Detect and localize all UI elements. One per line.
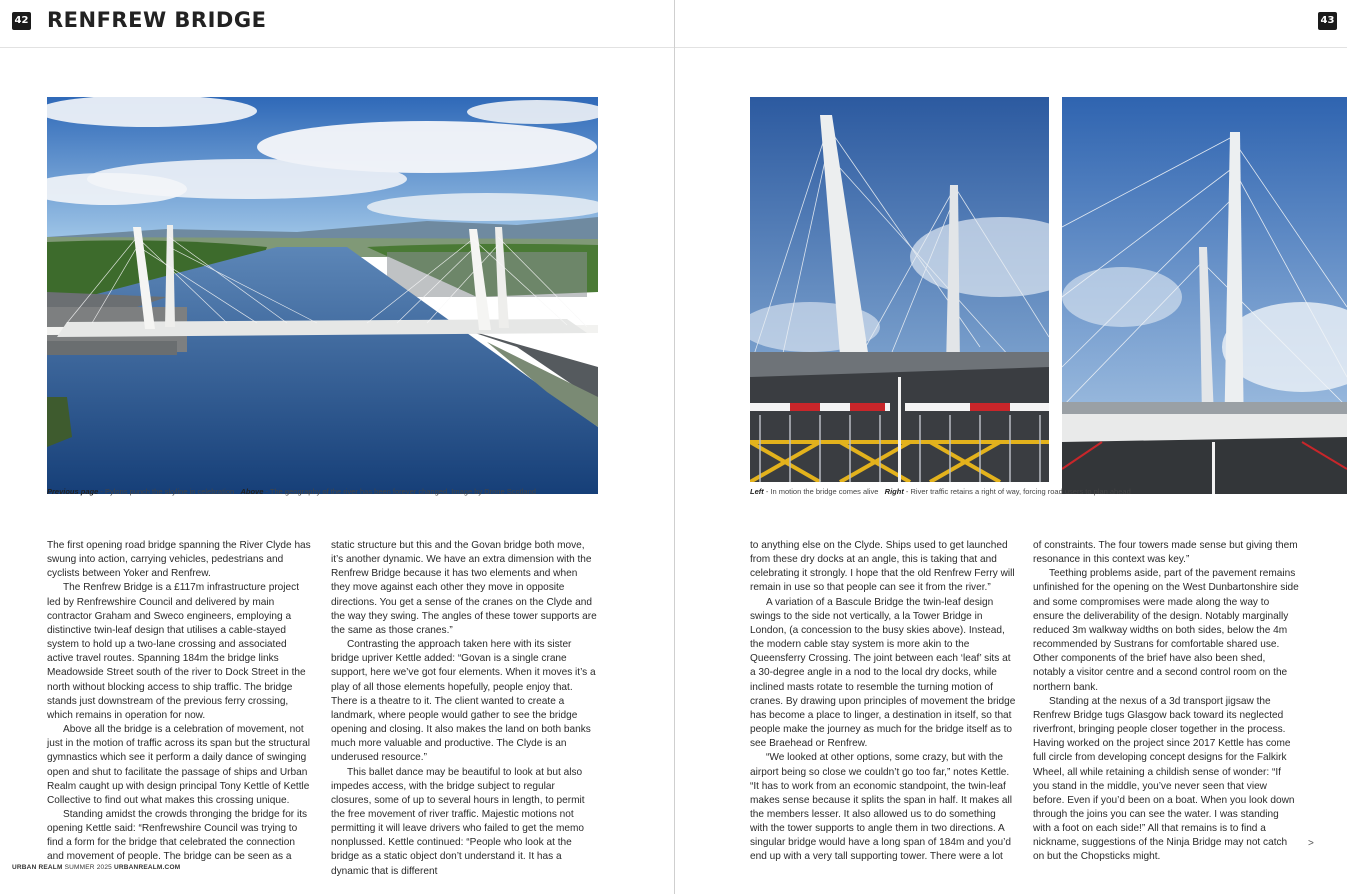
footer-issue: SUMMER 2025 (62, 864, 114, 871)
caption-text-right: - River traffic retains a right of way, forcing road users to plan ahead (903, 487, 1131, 496)
left-page-number: 42 (12, 12, 31, 30)
paragraph: Standing amidst the crowds thronging the bridge for its opening Kettle said: “Renfrewshire Council was trying to find a form for the bridge that celebrated the connection and movement of people. The bridge can be seen as a (47, 808, 308, 863)
right-photo-caption (750, 487, 1131, 496)
paragraph: to anything else on the Clyde. Ships used to get launched from these dry docks at an angle, this is taking that and celebrating it strongly. I hope that the old Renfrew Ferry will remain in use so that people can see it from the river.” (750, 540, 1015, 594)
paragraph: A variation of a Bascule Bridge the twin-leaf design swings to the side not vertically, a la Tower Bridge in London, (a concession to the busy skies above). Instead, the modern cable stay system is more akin to the Queensferry Crossing. The joint between each ‘leaf’ sits at a 30-degree angle in a nod to the local dry docks, while inclined masts rotate to resemble the turning motion of cranes. By drawing upon principles of movement the bridge has become a place to linger, a destination in itself, so that people make the journey as much for the bridge itself as to see Braehead or Renfrew. (750, 596, 1016, 750)
paragraph: This ballet dance may be beautiful to look at but also impedes access, with the bridge subject to regular closures, some of up to several hours in length, to permit the free movement of river traffic. Majestic motions not permitting it will leave drivers who failed to get the memo nonplussed. Kettle continued: “People who look at the bridge as a static object don’t understand it. It has a dynamic that is different (331, 766, 585, 877)
caption-label-right: Right (884, 487, 904, 496)
article-column-1 (47, 539, 313, 865)
bridge-in-motion-photo (750, 97, 1049, 482)
paragraph: Contrasting the approach taken here with its sister bridge upriver Kettle added: “Govan is a single crane support, here we’ve got four elements. When it moves it’s a play of all those elements hopefully, people enjoy that. There is a theatre to it. The client wanted to create a landmark, where people would gather to see the bridge opening and closing. It also makes the land on both banks much more valuable and productive. The Clyde is an underused resource.” (331, 639, 596, 764)
caption-text-previous: - Pylons punch the skyline in celebration (98, 487, 235, 496)
paragraph: Above all the bridge is a celebration of movement, not just in the motion of traffic across its span but the structural gymnastics which see it perform a daily dance of swinging open and shut to facilitate the passage of ships and Urban Realm caught up with design principal Tony Kettle of Kettle Collective to find out what makes this crossing unique. (47, 724, 310, 806)
footer-url: URBANREALM.COM (113, 864, 181, 871)
caption-label-previous: Previous page (47, 487, 99, 496)
article-column-4 (1033, 539, 1299, 865)
paragraph: of constraints. The four towers made sense but giving them resonance in this context was key.” (1033, 540, 1298, 566)
paragraph: The Renfrew Bridge is a £117m infrastructure project led by Renfrewshire Council and delivered by main contractor Graham and Sweco engineers, employing a distinctive twin-leaf design that utilises a cable-stayed system to hold up a two-lane crossing and associated active travel routes. Spanning 184m the bridge links Meadowside Street south of the river to Dock Street in the north without blocking access to ship traffic. The bridge stands just downstream of the previous ferry crossing, which remains in operation for now. (47, 582, 306, 721)
right-page-number: 43 (1318, 12, 1337, 30)
caption-label-above: Above (240, 487, 264, 496)
article-column-3 (750, 539, 1016, 865)
paragraph: static structure but this and the Govan bridge both move, it’s another dynamic. We have an extra dimension with the Renfrew Bridge because it has two elements and when they move against each other they move in opposite directions. You get a sense of the cranes on the Clyde and the way they swing. The angles of these tower supports are the same as those cranes.” (331, 540, 597, 636)
right-page (675, 0, 1347, 894)
caption-text-left: - In motion the bridge comes alive (763, 487, 879, 496)
header-rule (675, 47, 1347, 48)
footer-credit (12, 864, 180, 871)
paragraph: Teething problems aside, part of the pavement remains unfinished for the opening on the West Dunbartonshire side and some compromises were made along the way to ensure the deliverability of the design. Notably marginally reduced 3m walkway widths on both sides, below the 4m recommended by Sustrans for comfortable shared use. Other components of the brief have also been shed, notably a visitor centre and a second control room on the northern bank. (1033, 568, 1299, 693)
footer-brand: URBAN REALM (12, 864, 63, 871)
river-traffic-photo (1062, 97, 1347, 494)
caption-label-left: Left (750, 487, 764, 496)
aerial-bridge-photo (47, 97, 598, 494)
header-rule (0, 47, 674, 48)
article-column-2 (331, 539, 597, 879)
headline: RENFREW BRIDGE (47, 8, 267, 32)
paragraph: Standing at the nexus of a 3d transport jigsaw the Renfrew Bridge tugs Glasgow back toward its neglected riverfront, bringing people closer together in the process. Having worked on the project since 2017 Kettle has come full circle from developing concept designs for the Falkirk Wheel, all while retaining a childish sense of wonder: “If you stand in the middle, you’ve never seen that view before. Even if you’d been on a boat. When you look down through the joins you can see the water. I was standing with a foot on each side!” All that remains is to find a nickname, suggestions of the Ninja Bridge may not catch on but the Chopsticks might. (1033, 695, 1295, 863)
continue-arrow-icon: > (1308, 838, 1314, 849)
paragraph: The first opening road bridge spanning the River Clyde has swung into action, carrying vehicles, pedestrians and cyclists between Yoker and Renfrew. (47, 540, 311, 580)
left-photo-caption (47, 487, 536, 496)
paragraph: “We looked at other options, some crazy, but with the airport being so close we couldn’t go too far,” notes Kettle. “It has to work from an economic standpoint, the twin-leaf makes sense because it splits the span in half. It makes all the members lesser. It also allowed us to do something with the tower supports to angle them in two directions. A singular bridge would have a long span of 184m and you’d end up with a very tall supporting tower. There were a lot (750, 752, 1013, 863)
caption-text-above: - The geography of the river has been forever changed. Image by Drone Scotland (263, 487, 536, 496)
